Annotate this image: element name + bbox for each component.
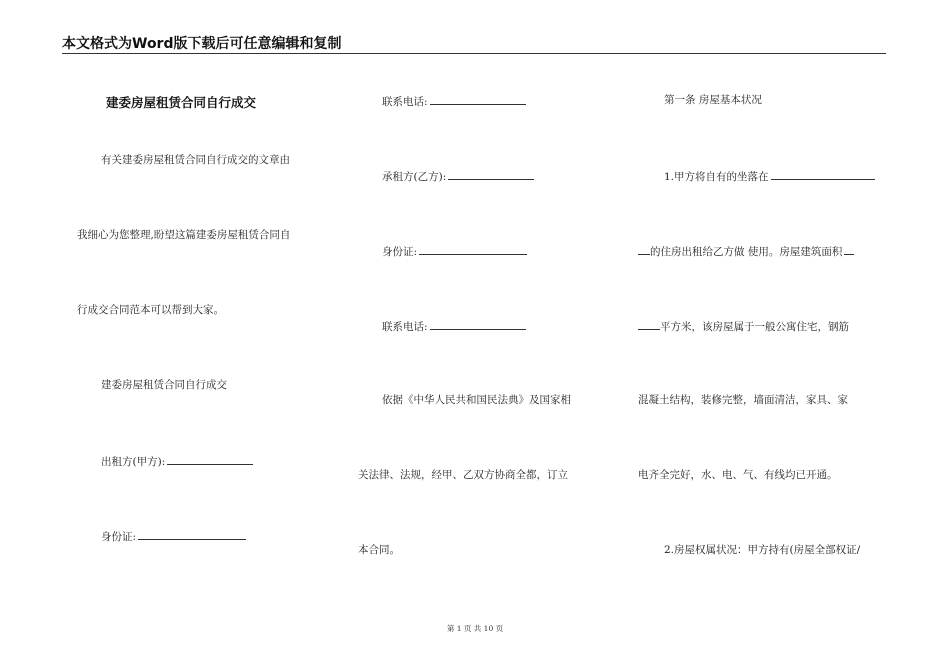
basis-line-2: 关法律、法规，经甲、乙双方协商全都，订立 — [358, 469, 568, 481]
usage-blank — [638, 243, 650, 255]
lessee-field — [382, 168, 534, 184]
lessee-phone-blank — [430, 318, 526, 330]
lessee-label: 承租方(乙方): — [382, 171, 447, 183]
item-1-line-4: 混凝土结构，装修完整，墙面清洁，家具、家 — [638, 394, 848, 406]
item-1-line-1-text: 1.甲方将自有的坐落在 — [664, 171, 769, 183]
basis-line-1: 依据《中华人民共和国民法典》及国家相 — [382, 394, 571, 406]
document-header: 本文格式为Word版下载后可任意编辑和复制 — [62, 36, 342, 52]
lessee-phone-label: 联系电话: — [382, 321, 428, 333]
lessor-id-blank — [138, 528, 246, 540]
lessee-id-label: 身份证: — [382, 246, 418, 258]
basis-line-3: 本合同。 — [358, 544, 400, 556]
area-blank-cont — [638, 318, 660, 330]
lessor-blank — [167, 453, 253, 465]
document-title: 建委房屋租赁合同自行成交 — [106, 95, 257, 110]
intro-line-3: 行成交合同范本可以帮到大家。 — [77, 304, 224, 316]
lessor-phone-field — [382, 93, 526, 109]
lessor-id-label: 身份证: — [101, 531, 137, 543]
lessor-field — [101, 453, 253, 469]
page-number: 第 1 页 共 10 页 — [446, 624, 504, 633]
lessee-id-blank — [419, 243, 527, 255]
item-2-line-1: 2.房屋权属状况：甲方持有(房屋全部权证/ — [664, 544, 861, 556]
item-1-line-3-text: 平方米，该房屋属于一般公寓住宅，钢筋 — [660, 321, 849, 333]
location-blank — [771, 168, 875, 180]
lessor-label: 出租方(甲方): — [101, 456, 166, 468]
header-divider — [62, 53, 886, 54]
item-1-line-5: 电齐全完好，水、电、气、有线均已开通。 — [638, 469, 838, 481]
lessor-id-field — [101, 528, 246, 544]
item-1-line-3 — [638, 318, 849, 334]
area-blank — [844, 243, 854, 255]
item-1-line-2 — [638, 243, 854, 259]
lessee-id-field — [382, 243, 527, 259]
lessor-phone-label: 联系电话: — [382, 96, 428, 108]
item-1-line-2-text: 的住房出租给乙方做 使用。房屋建筑面积 — [650, 246, 843, 258]
lessor-phone-blank — [430, 93, 526, 105]
intro-line-2: 我细心为您整理,盼望这篇建委房屋租赁合同自 — [77, 229, 291, 241]
item-1-line-1 — [664, 168, 875, 184]
intro-line-1: 有关建委房屋租赁合同自行成交的文章由 — [101, 154, 290, 166]
contract-subtitle: 建委房屋租赁合同自行成交 — [101, 379, 227, 391]
lessee-blank — [448, 168, 534, 180]
article-1-heading: 第一条 房屋基本状况 — [664, 94, 762, 106]
lessee-phone-field — [382, 318, 526, 334]
